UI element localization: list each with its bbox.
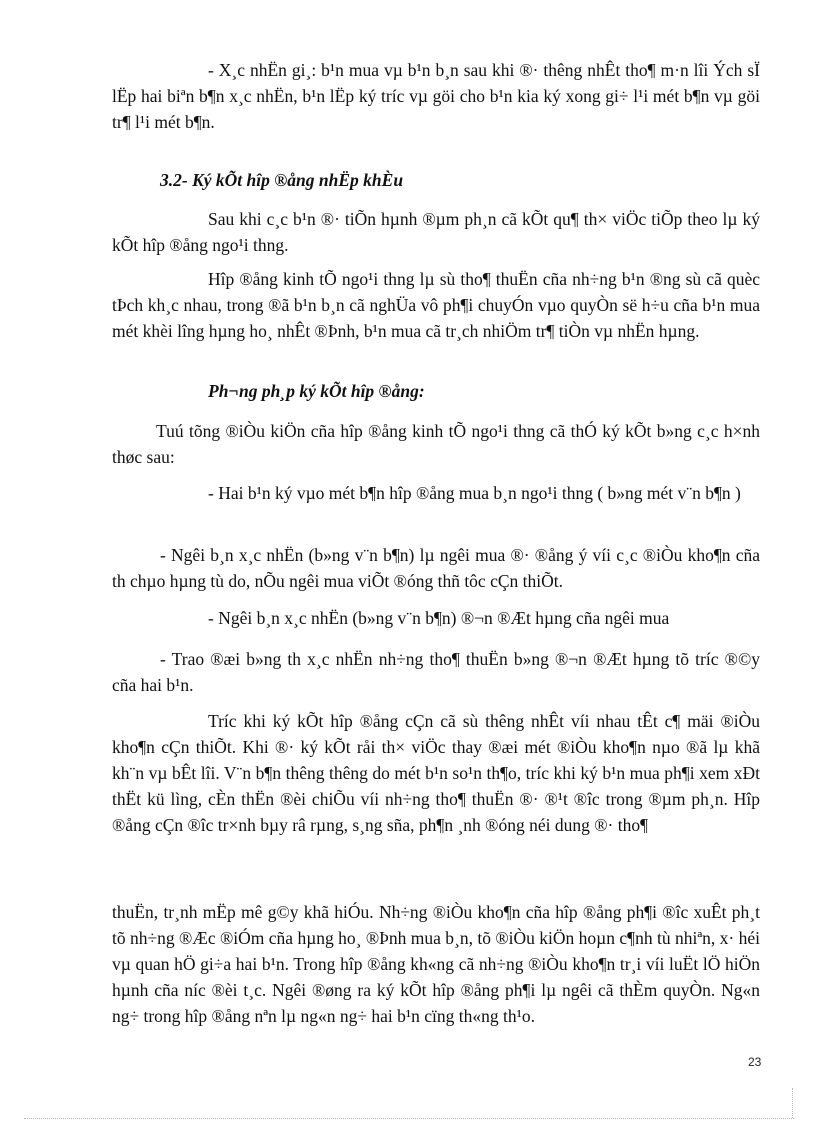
paragraph-signing-forms: Tuú tõng ®iÒu kiÖn cña hîp ®ång kinh tÕ ngo¹i thng cã thÓ ký kÕt b»ng c¸c h×nh thøc sau: [112, 421, 760, 467]
paragraph-contract-definition: Hîp ®ång kinh tÕ ngo¹i thng lµ sù tho¶ thuËn cña nh÷ng b¹n ®ng sù cã quèc tÞch kh¸c nhau, trong ®ã b¹n b¸n cã nghÜa vô ph¶i chuyÓn vµo quyÒn së h÷u cña b¹n mua mét khèi lîng hµng ho¸ nhÊt ®Þnh, b¹n mua cã tr¸ch nhiÖm tr¶ tiÒn vµ nhËn hµng. [112, 269, 760, 341]
paragraph-before-signing: Tríc khi ký kÕt hîp ®ång cÇn cã sù thêng nhÊt víi nhau tÊt c¶ mäi ®iÒu kho¶n cÇn thiÕt. Khi ®· ký kÕt råi th× viÖc thay ®æi mét ®iÒu kho¶n nµo ®ã lµ khã kh¨n vµ bÊt lîi. V¨n b¶n thêng thêng do mét b¹n so¹n th¶o, tríc khi ký b¹n mua ph¶i xem xÐt thËt kü lìng, cÈn thËn ®èi chiÕu víi nh÷ng tho¶ thuËn ®· ®¹t ®îc trong ®µm ph¸n. Hîp ®ång cÇn ®îc tr×nh bµy râ rµng, s¸ng sña, ph¶n ¸nh ®óng néi dung ®· tho¶ [112, 711, 760, 835]
paragraph-after-negotiation: Sau khi c¸c b¹n ®· tiÕn hµnh ®µm ph¸n cã kÕt qu¶ th× viÖc tiÕp theo lµ ký kÕt hîp ®ång ngo¹i thng. [112, 209, 760, 255]
list-item-exchange-letters: - Trao ®æi b»ng th x¸c nhËn nh÷ng tho¶ thuËn b»ng ®¬n ®Æt hµng tõ tríc ®©y cña hai b¹n. [112, 649, 760, 695]
page-number: 23 [748, 1055, 762, 1069]
subheading-signing-methods: Ph¬ng ph¸p ký kÕt hîp ®ång: [208, 381, 425, 401]
footer-divider [24, 1118, 794, 1119]
section-heading-contract-signing: 3.2- Ký kÕt hîp ®ång nhËp khÈu [160, 170, 404, 190]
list-item-both-sign: - Hai b¹n ký vµo mét b¶n hîp ®ång mua b¸n ngo¹i thng ( b»ng mét v¨n b¶n ) [208, 483, 741, 503]
list-item-seller-confirms-order: - Ngêi b¸n x¸c nhËn (b»ng v¨n b¶n) ®¬n ®Æt hµng cña ngêi mua [208, 608, 670, 628]
corner-divider [792, 1088, 793, 1118]
paragraph-contract-clauses: thuËn, tr¸nh mËp mê g©y khã hiÓu. Nh÷ng ®iÒu kho¶n cña hîp ®ång ph¶i ®îc xuÊt ph¸t tõ nh÷ng ®Æc ®iÓm cña hµng ho¸ ®Þnh mua b¸n, tõ ®iÒu kiÖn hoµn c¶nh tù nhiªn, x· héi vµ quan hÖ gi÷a hai b¹n. Trong hîp ®ång kh«ng cã nh÷ng ®iÒu kho¶n tr¸i víi luËt lÖ hiÖn hµnh cña níc ®èi t¸c. Ngêi ®øng ra ký kÕt hîp ®ång ph¶i lµ ngêi cã thÈm quyÒn. Ng«n ng÷ trong hîp ®ång nªn lµ ng«n ng÷ hai b¹n cïng th«ng th¹o. [112, 902, 760, 1026]
list-item-seller-confirms-offer: - Ngêi b¸n x¸c nhËn (b»ng v¨n b¶n) lµ ngêi mua ®· ®ång ý víi c¸c ®iÒu kho¶n cña th chµo hµng tù do, nÕu ngêi mua viÕt ®óng thñ tôc cÇn thiÕt. [112, 545, 760, 591]
paragraph-price-confirmation: - X¸c nhËn gi¸: b¹n mua vµ b¹n b¸n sau khi ®· thêng nhÊt tho¶ m·n lîi Ých sÏ lËp hai biªn b¶n x¸c nhËn, b¹n lËp ký tríc vµ göi cho b¹n kia ký xong gi÷ l¹i mét b¶n vµ göi tr¶ l¹i mét b¶n. [112, 60, 760, 132]
